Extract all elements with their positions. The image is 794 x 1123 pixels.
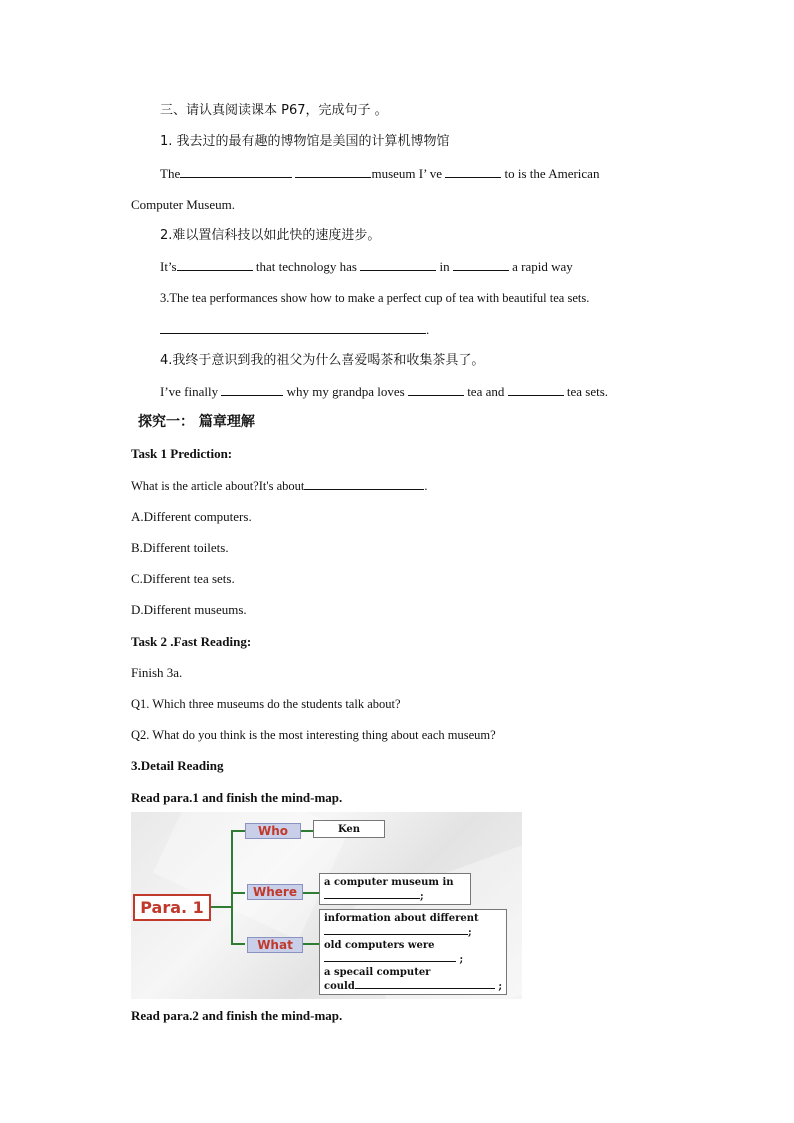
q3-end: . bbox=[426, 322, 430, 337]
branch-what bbox=[231, 943, 245, 945]
fast-reading-q2: Q2. What do you think is the most interesting thing about each museum? bbox=[131, 728, 496, 742]
q4-text-c: tea and bbox=[467, 384, 505, 399]
mind-map-para-1 bbox=[131, 812, 522, 999]
q1-text-b: museum I’ ve bbox=[371, 166, 442, 181]
where-text: a computer museum in bbox=[324, 877, 454, 888]
who-answer: Ken bbox=[313, 820, 385, 838]
what-line-4-end: ; bbox=[498, 981, 503, 992]
q2-text-d: a rapid way bbox=[512, 259, 573, 274]
what-blank-row-1 bbox=[324, 925, 502, 939]
question-2-chinese: 2.难以置信科技以如此快的速度进步。 bbox=[160, 228, 381, 243]
what-line-2-end: ; bbox=[459, 954, 464, 965]
prediction-blank[interactable] bbox=[304, 478, 424, 490]
detail-reading-title: 3.Detail Reading bbox=[131, 758, 224, 773]
q1-text-a: The bbox=[160, 166, 181, 181]
what-line-1-end: ; bbox=[468, 927, 472, 938]
what-blank-row-2 bbox=[324, 952, 502, 966]
q2-blank-3[interactable] bbox=[453, 259, 509, 271]
where-blank-row bbox=[324, 889, 466, 903]
what-line-3: a specail computer bbox=[324, 967, 431, 978]
prediction-question bbox=[131, 478, 428, 494]
option-b: B.Different toilets. bbox=[131, 540, 229, 555]
what-blank-3[interactable] bbox=[355, 979, 495, 989]
what-line-2: old computers were bbox=[324, 940, 435, 951]
q1-text-c: to is the American bbox=[504, 166, 600, 181]
where-blank[interactable] bbox=[324, 889, 420, 899]
q1-blank-1[interactable] bbox=[180, 166, 292, 178]
q4-blank-2[interactable] bbox=[408, 384, 464, 396]
where-label: Where bbox=[247, 884, 303, 900]
where-box bbox=[319, 873, 471, 905]
branch-stem bbox=[211, 906, 231, 908]
question-1-chinese: 1. 我去过的最有趣的博物馆是美国的计算机博物馆 bbox=[160, 134, 450, 149]
q4-text-b: why my grandpa loves bbox=[286, 384, 405, 399]
question-2-english bbox=[160, 259, 573, 275]
connector-who bbox=[301, 830, 313, 832]
what-line-4 bbox=[324, 979, 502, 993]
connector-what bbox=[301, 943, 319, 945]
q4-text-a: I’ve finally bbox=[160, 384, 219, 399]
q1-blank-3[interactable] bbox=[445, 166, 501, 178]
what-line-1: information about different bbox=[324, 913, 479, 924]
option-c: C.Different tea sets. bbox=[131, 571, 235, 586]
what-label: What bbox=[247, 937, 303, 953]
task-1-title: Task 1 Prediction: bbox=[131, 446, 233, 461]
connector-where bbox=[301, 892, 319, 894]
q4-blank-3[interactable] bbox=[508, 384, 564, 396]
q2-text-b: that technology has bbox=[255, 259, 357, 274]
q2-text-c: in bbox=[439, 259, 450, 274]
branch-trunk bbox=[231, 830, 233, 944]
explore-heading: 探究一： 篇章理解 bbox=[138, 414, 255, 430]
q1-blank-2[interactable] bbox=[295, 166, 371, 178]
question-4-chinese: 4.我终于意识到我的祖父为什么喜爱喝茶和收集茶具了。 bbox=[160, 353, 485, 368]
read-para-1-instruction: Read para.1 and finish the mind-map. bbox=[131, 790, 343, 805]
q2-blank-1[interactable] bbox=[177, 259, 253, 271]
task-2-title: Task 2 .Fast Reading: bbox=[131, 634, 252, 649]
prediction-question-text: What is the article about?It's about bbox=[131, 479, 305, 493]
question-1-english bbox=[160, 166, 599, 182]
prediction-question-end: . bbox=[424, 479, 428, 493]
q2-blank-2[interactable] bbox=[360, 259, 436, 271]
where-end: ; bbox=[420, 891, 424, 902]
section-heading: 三、请认真阅读课本 P67，完成句子 。 bbox=[160, 103, 388, 118]
fast-reading-q1: Q1. Which three museums do the students talk about? bbox=[131, 697, 401, 711]
q4-blank-1[interactable] bbox=[221, 384, 283, 396]
read-para-2-instruction: Read para.2 and finish the mind-map. bbox=[131, 1008, 343, 1023]
q1-text-d: Computer Museum. bbox=[131, 197, 235, 212]
question-4-english bbox=[160, 384, 608, 400]
branch-who bbox=[231, 830, 245, 832]
finish-instruction: Finish 3a. bbox=[131, 665, 183, 680]
who-label: Who bbox=[245, 823, 301, 839]
q3-blank[interactable] bbox=[160, 322, 426, 334]
what-blank-1[interactable] bbox=[324, 925, 468, 935]
what-blank-2[interactable] bbox=[324, 952, 456, 962]
option-a: A.Different computers. bbox=[131, 509, 252, 524]
what-box bbox=[319, 909, 507, 995]
branch-where bbox=[231, 892, 245, 894]
what-line-4-text: could bbox=[324, 981, 355, 992]
q4-text-d: tea sets. bbox=[566, 384, 609, 399]
para-label: Para. 1 bbox=[133, 894, 211, 921]
q2-text-a: It’s bbox=[160, 259, 177, 274]
question-3-answer bbox=[160, 322, 429, 338]
option-d: D.Different museums. bbox=[131, 602, 247, 617]
question-3-english: 3.The tea performances show how to make a perfect cup of tea with beautiful tea sets. bbox=[160, 291, 590, 305]
